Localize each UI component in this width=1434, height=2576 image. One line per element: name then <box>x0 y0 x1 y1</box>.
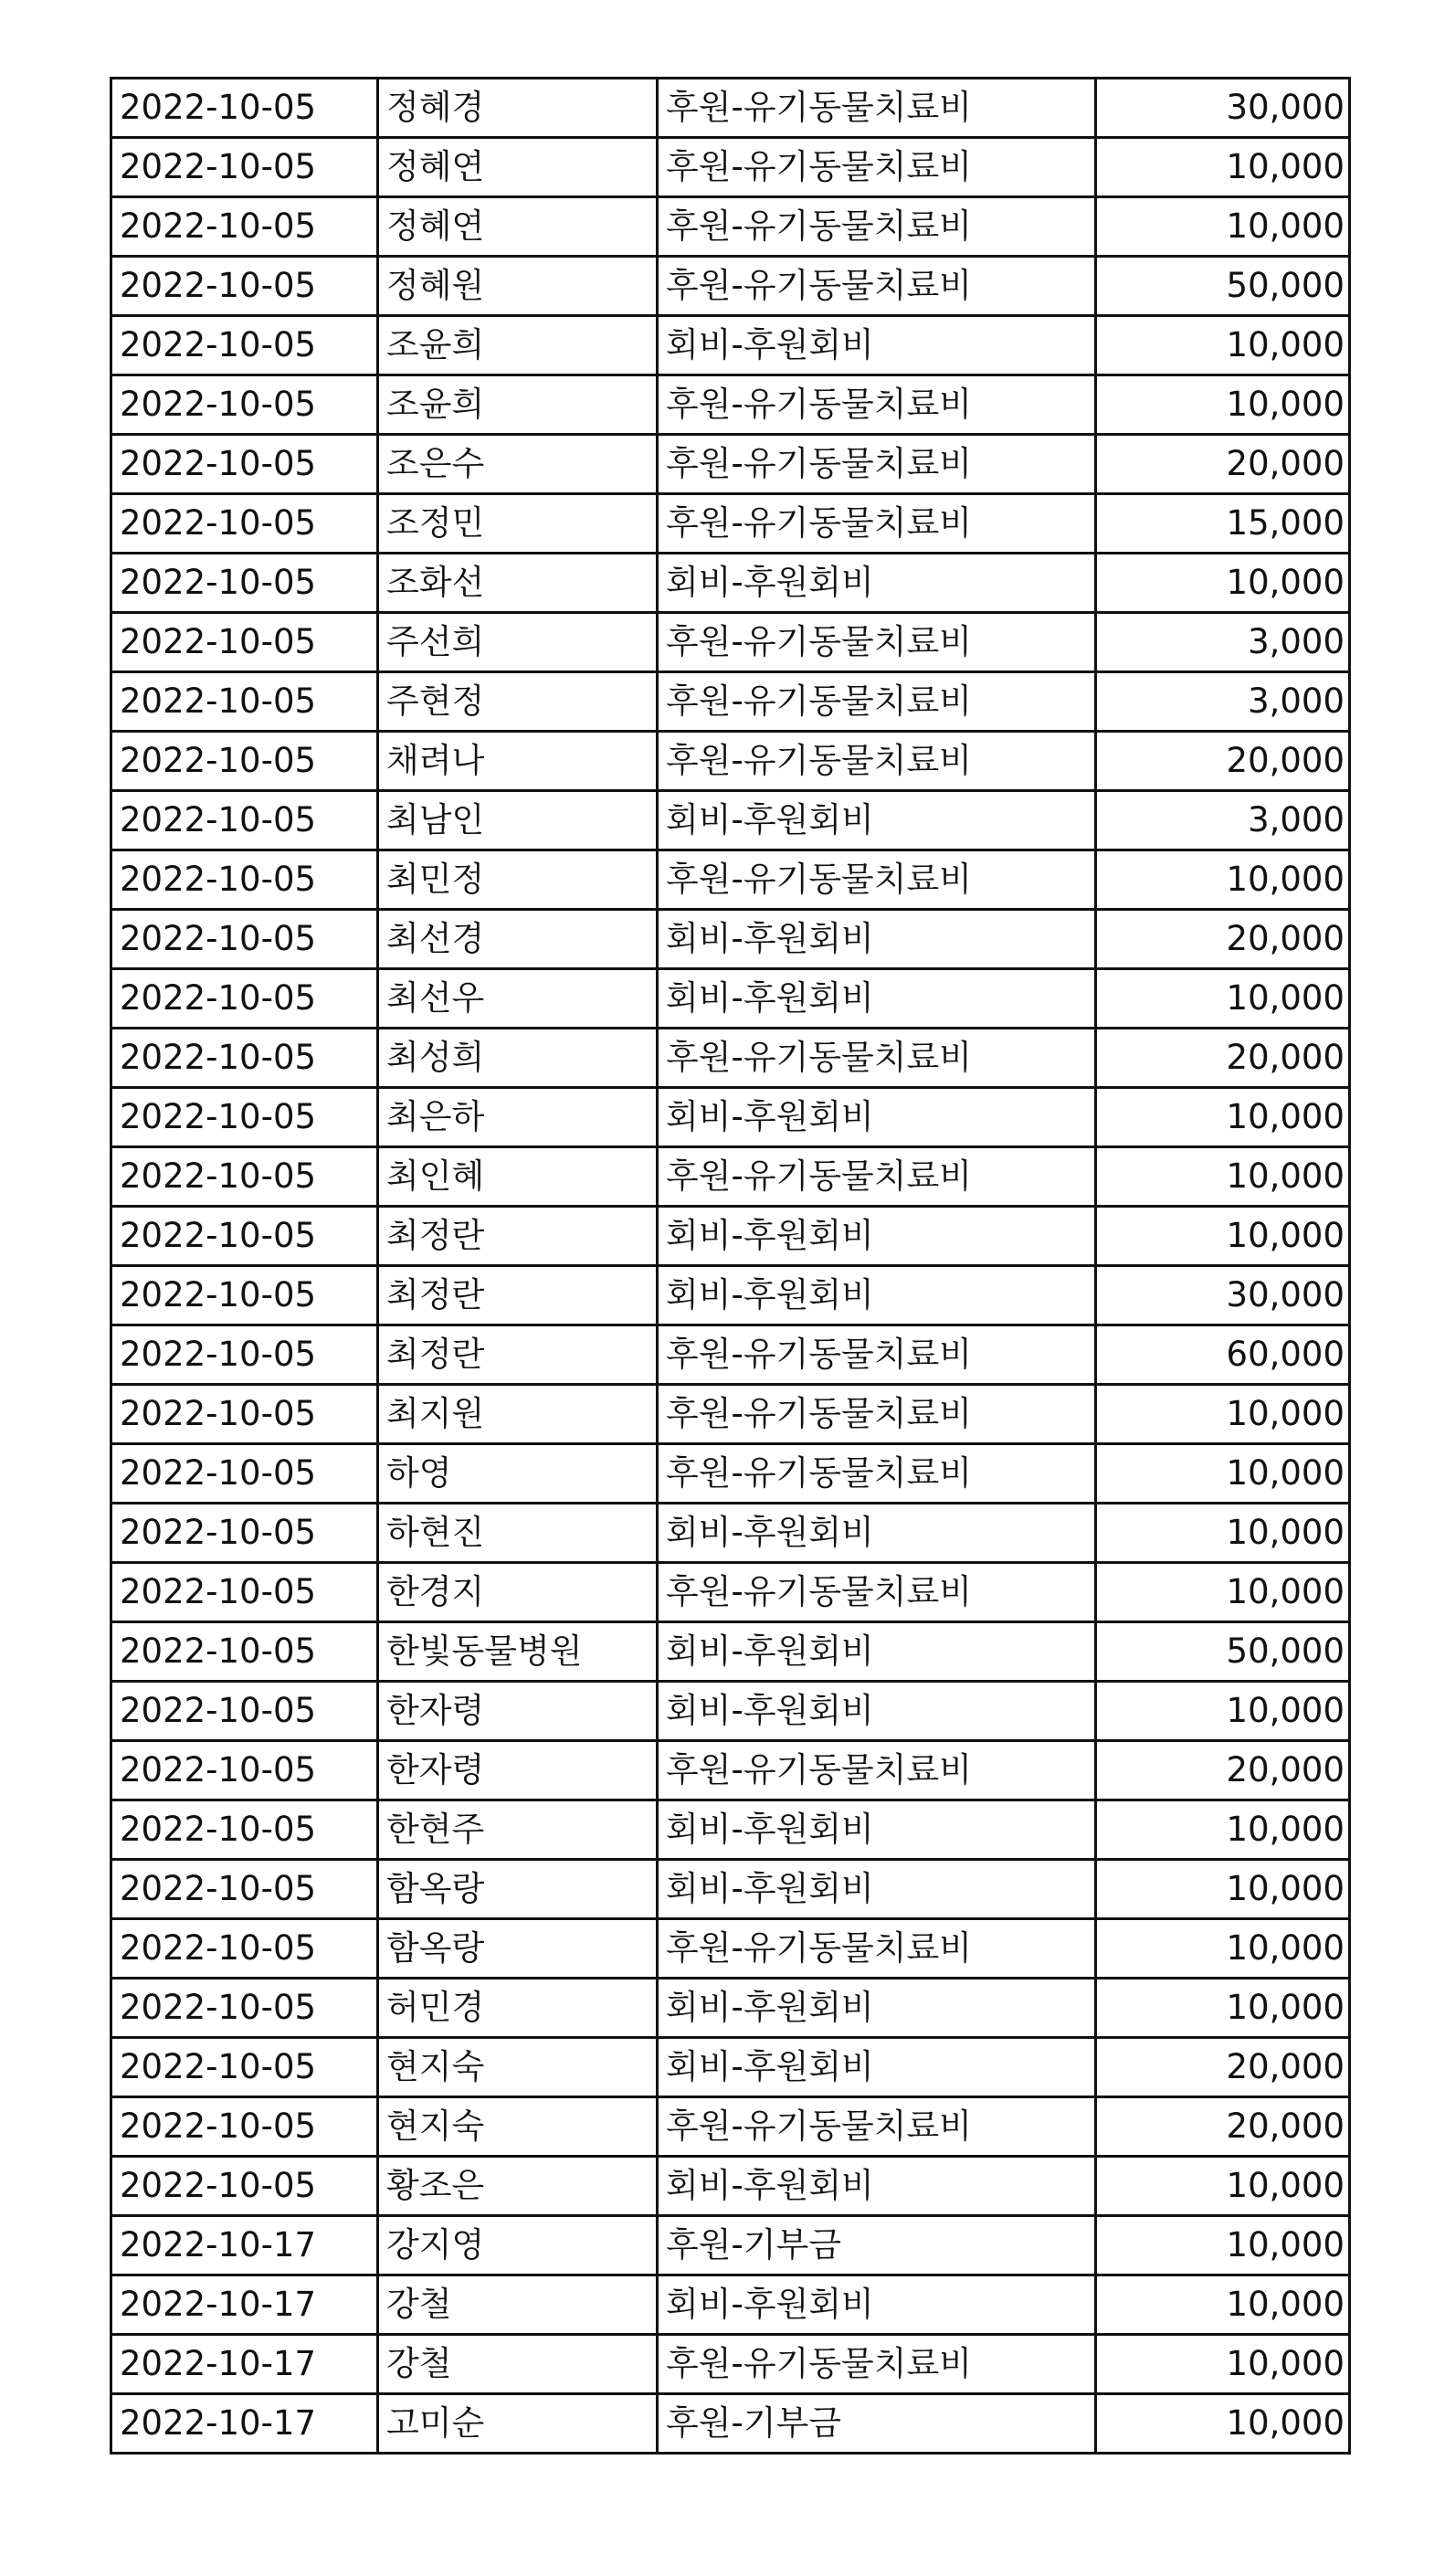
category-cell: 후원-유기동물치료비 <box>658 79 1096 138</box>
amount-cell: 20,000 <box>1096 1741 1350 1800</box>
table-row <box>111 2216 1350 2275</box>
amount-cell: 10,000 <box>1096 1207 1350 1266</box>
date-cell: 2022-10-05 <box>111 850 378 910</box>
date-cell: 2022-10-05 <box>111 257 378 316</box>
category-cell: 후원-유기동물치료비 <box>658 2097 1096 2157</box>
date-cell: 2022-10-05 <box>111 732 378 791</box>
donor-name-cell: 강지영 <box>378 2216 658 2275</box>
table-row <box>111 1266 1350 1325</box>
amount-cell: 3,000 <box>1096 791 1350 850</box>
date-cell: 2022-10-05 <box>111 1563 378 1622</box>
donor-name-cell: 한자령 <box>378 1682 658 1741</box>
amount-cell: 10,000 <box>1096 2394 1350 2454</box>
category-cell: 후원-유기동물치료비 <box>658 1741 1096 1800</box>
date-cell: 2022-10-05 <box>111 138 378 197</box>
category-cell: 회비-후원회비 <box>658 1504 1096 1563</box>
amount-cell: 20,000 <box>1096 435 1350 494</box>
donor-name-cell: 정혜연 <box>378 197 658 257</box>
category-cell: 회비-후원회비 <box>658 1207 1096 1266</box>
category-cell: 후원-유기동물치료비 <box>658 1029 1096 1088</box>
table-row <box>111 672 1350 732</box>
amount-cell: 10,000 <box>1096 1444 1350 1504</box>
date-cell: 2022-10-05 <box>111 554 378 613</box>
amount-cell: 20,000 <box>1096 910 1350 969</box>
table-row <box>111 2394 1350 2454</box>
category-cell: 회비-후원회비 <box>658 1266 1096 1325</box>
amount-cell: 10,000 <box>1096 554 1350 613</box>
date-cell: 2022-10-17 <box>111 2394 378 2454</box>
category-cell: 회비-후원회비 <box>658 2038 1096 2097</box>
table-row <box>111 1504 1350 1563</box>
category-cell: 후원-유기동물치료비 <box>658 197 1096 257</box>
donor-name-cell: 주현정 <box>378 672 658 732</box>
table-row <box>111 435 1350 494</box>
date-cell: 2022-10-05 <box>111 1444 378 1504</box>
donor-name-cell: 한빛동물병원 <box>378 1622 658 1682</box>
category-cell: 회비-후원회비 <box>658 1622 1096 1682</box>
donor-name-cell: 조화선 <box>378 554 658 613</box>
amount-cell: 10,000 <box>1096 1860 1350 1919</box>
category-cell: 회비-후원회비 <box>658 1860 1096 1919</box>
donor-name-cell: 함옥랑 <box>378 1919 658 1979</box>
date-cell: 2022-10-05 <box>111 1266 378 1325</box>
date-cell: 2022-10-05 <box>111 197 378 257</box>
amount-cell: 3,000 <box>1096 672 1350 732</box>
amount-cell: 10,000 <box>1096 2157 1350 2216</box>
date-cell: 2022-10-05 <box>111 1207 378 1266</box>
date-cell: 2022-10-17 <box>111 2335 378 2394</box>
date-cell: 2022-10-05 <box>111 1741 378 1800</box>
date-cell: 2022-10-05 <box>111 375 378 435</box>
donor-name-cell: 하영 <box>378 1444 658 1504</box>
amount-cell: 30,000 <box>1096 79 1350 138</box>
amount-cell: 10,000 <box>1096 969 1350 1029</box>
table-row <box>111 1979 1350 2038</box>
donor-name-cell: 최정란 <box>378 1325 658 1385</box>
ledger-body <box>111 79 1350 2454</box>
donor-name-cell: 최남인 <box>378 791 658 850</box>
table-row <box>111 1860 1350 1919</box>
table-row <box>111 1325 1350 1385</box>
donor-name-cell: 정혜원 <box>378 257 658 316</box>
date-cell: 2022-10-05 <box>111 910 378 969</box>
table-row <box>111 2275 1350 2335</box>
date-cell: 2022-10-05 <box>111 2157 378 2216</box>
category-cell: 후원-유기동물치료비 <box>658 1385 1096 1444</box>
table-row <box>111 2157 1350 2216</box>
category-cell: 회비-후원회비 <box>658 1800 1096 1860</box>
category-cell: 회비-후원회비 <box>658 2157 1096 2216</box>
table-row <box>111 1800 1350 1860</box>
date-cell: 2022-10-05 <box>111 1385 378 1444</box>
donor-name-cell: 조윤희 <box>378 375 658 435</box>
date-cell: 2022-10-05 <box>111 494 378 554</box>
category-cell: 회비-후원회비 <box>658 1979 1096 2038</box>
category-cell: 후원-유기동물치료비 <box>658 850 1096 910</box>
table-row <box>111 1029 1350 1088</box>
category-cell: 후원-유기동물치료비 <box>658 1919 1096 1979</box>
donation-ledger-table <box>110 77 1351 2455</box>
category-cell: 후원-유기동물치료비 <box>658 1325 1096 1385</box>
amount-cell: 20,000 <box>1096 1029 1350 1088</box>
table-row <box>111 1563 1350 1622</box>
table-row <box>111 494 1350 554</box>
table-row <box>111 1147 1350 1207</box>
date-cell: 2022-10-05 <box>111 1860 378 1919</box>
amount-cell: 10,000 <box>1096 1504 1350 1563</box>
date-cell: 2022-10-05 <box>111 1504 378 1563</box>
donor-name-cell: 하현진 <box>378 1504 658 1563</box>
category-cell: 후원-유기동물치료비 <box>658 2335 1096 2394</box>
table-row <box>111 197 1350 257</box>
donor-name-cell: 현지숙 <box>378 2097 658 2157</box>
table-row <box>111 1682 1350 1741</box>
table-row <box>111 1207 1350 1266</box>
date-cell: 2022-10-05 <box>111 672 378 732</box>
category-cell: 회비-후원회비 <box>658 1682 1096 1741</box>
table-row <box>111 850 1350 910</box>
donor-name-cell: 강철 <box>378 2335 658 2394</box>
date-cell: 2022-10-05 <box>111 1919 378 1979</box>
category-cell: 후원-유기동물치료비 <box>658 138 1096 197</box>
table-row <box>111 375 1350 435</box>
amount-cell: 10,000 <box>1096 375 1350 435</box>
date-cell: 2022-10-17 <box>111 2275 378 2335</box>
amount-cell: 10,000 <box>1096 1563 1350 1622</box>
category-cell: 회비-후원회비 <box>658 2275 1096 2335</box>
amount-cell: 50,000 <box>1096 1622 1350 1682</box>
date-cell: 2022-10-17 <box>111 2216 378 2275</box>
donor-name-cell: 최선우 <box>378 969 658 1029</box>
donor-name-cell: 강철 <box>378 2275 658 2335</box>
table-row <box>111 2038 1350 2097</box>
donor-name-cell: 최성희 <box>378 1029 658 1088</box>
table-row <box>111 257 1350 316</box>
category-cell: 후원-기부금 <box>658 2394 1096 2454</box>
date-cell: 2022-10-05 <box>111 1979 378 2038</box>
donor-name-cell: 한자령 <box>378 1741 658 1800</box>
donor-name-cell: 황조은 <box>378 2157 658 2216</box>
donor-name-cell: 조정민 <box>378 494 658 554</box>
date-cell: 2022-10-05 <box>111 1800 378 1860</box>
date-cell: 2022-10-05 <box>111 316 378 375</box>
table-row <box>111 316 1350 375</box>
donor-name-cell: 최선경 <box>378 910 658 969</box>
category-cell: 회비-후원회비 <box>658 316 1096 375</box>
amount-cell: 10,000 <box>1096 197 1350 257</box>
table-row <box>111 79 1350 138</box>
amount-cell: 10,000 <box>1096 1800 1350 1860</box>
table-row <box>111 969 1350 1029</box>
amount-cell: 20,000 <box>1096 2038 1350 2097</box>
category-cell: 후원-유기동물치료비 <box>658 494 1096 554</box>
donor-name-cell: 주선희 <box>378 613 658 672</box>
category-cell: 회비-후원회비 <box>658 554 1096 613</box>
donor-name-cell: 채려나 <box>378 732 658 791</box>
table-row <box>111 613 1350 672</box>
date-cell: 2022-10-05 <box>111 791 378 850</box>
donor-name-cell: 최인혜 <box>378 1147 658 1207</box>
date-cell: 2022-10-05 <box>111 1682 378 1741</box>
category-cell: 회비-후원회비 <box>658 791 1096 850</box>
category-cell: 후원-유기동물치료비 <box>658 672 1096 732</box>
amount-cell: 10,000 <box>1096 2216 1350 2275</box>
donor-name-cell: 함옥랑 <box>378 1860 658 1919</box>
amount-cell: 10,000 <box>1096 1979 1350 2038</box>
category-cell: 후원-유기동물치료비 <box>658 1563 1096 1622</box>
date-cell: 2022-10-05 <box>111 79 378 138</box>
donor-name-cell: 조윤희 <box>378 316 658 375</box>
amount-cell: 10,000 <box>1096 1919 1350 1979</box>
date-cell: 2022-10-05 <box>111 2038 378 2097</box>
donor-name-cell: 최정란 <box>378 1207 658 1266</box>
amount-cell: 10,000 <box>1096 1385 1350 1444</box>
donor-name-cell: 최은하 <box>378 1088 658 1147</box>
table-row <box>111 2097 1350 2157</box>
amount-cell: 20,000 <box>1096 2097 1350 2157</box>
amount-cell: 15,000 <box>1096 494 1350 554</box>
donor-name-cell: 정혜연 <box>378 138 658 197</box>
amount-cell: 50,000 <box>1096 257 1350 316</box>
category-cell: 회비-후원회비 <box>658 1088 1096 1147</box>
table-row <box>111 1385 1350 1444</box>
table-row <box>111 1741 1350 1800</box>
table-row <box>111 732 1350 791</box>
category-cell: 후원-유기동물치료비 <box>658 435 1096 494</box>
table-row <box>111 554 1350 613</box>
table-row <box>111 1088 1350 1147</box>
amount-cell: 10,000 <box>1096 1682 1350 1741</box>
amount-cell: 10,000 <box>1096 316 1350 375</box>
table-row <box>111 138 1350 197</box>
amount-cell: 10,000 <box>1096 1088 1350 1147</box>
amount-cell: 10,000 <box>1096 1147 1350 1207</box>
date-cell: 2022-10-05 <box>111 2097 378 2157</box>
amount-cell: 3,000 <box>1096 613 1350 672</box>
donor-name-cell: 정혜경 <box>378 79 658 138</box>
date-cell: 2022-10-05 <box>111 1325 378 1385</box>
table-row <box>111 2335 1350 2394</box>
amount-cell: 10,000 <box>1096 2335 1350 2394</box>
amount-cell: 20,000 <box>1096 732 1350 791</box>
amount-cell: 10,000 <box>1096 2275 1350 2335</box>
date-cell: 2022-10-05 <box>111 1147 378 1207</box>
donor-name-cell: 현지숙 <box>378 2038 658 2097</box>
category-cell: 회비-후원회비 <box>658 969 1096 1029</box>
category-cell: 후원-유기동물치료비 <box>658 1147 1096 1207</box>
date-cell: 2022-10-05 <box>111 1622 378 1682</box>
donor-name-cell: 한경지 <box>378 1563 658 1622</box>
amount-cell: 60,000 <box>1096 1325 1350 1385</box>
amount-cell: 30,000 <box>1096 1266 1350 1325</box>
date-cell: 2022-10-05 <box>111 435 378 494</box>
donor-name-cell: 최정란 <box>378 1266 658 1325</box>
table-row <box>111 1444 1350 1504</box>
date-cell: 2022-10-05 <box>111 1029 378 1088</box>
amount-cell: 10,000 <box>1096 138 1350 197</box>
category-cell: 후원-유기동물치료비 <box>658 257 1096 316</box>
table-row <box>111 791 1350 850</box>
donor-name-cell: 고미순 <box>378 2394 658 2454</box>
donor-name-cell: 한현주 <box>378 1800 658 1860</box>
amount-cell: 10,000 <box>1096 850 1350 910</box>
category-cell: 후원-유기동물치료비 <box>658 732 1096 791</box>
table-row <box>111 1919 1350 1979</box>
table-row <box>111 1622 1350 1682</box>
category-cell: 회비-후원회비 <box>658 910 1096 969</box>
category-cell: 후원-유기동물치료비 <box>658 1444 1096 1504</box>
donor-name-cell: 최지원 <box>378 1385 658 1444</box>
donor-name-cell: 최민정 <box>378 850 658 910</box>
category-cell: 후원-유기동물치료비 <box>658 375 1096 435</box>
table-row <box>111 910 1350 969</box>
category-cell: 후원-유기동물치료비 <box>658 613 1096 672</box>
date-cell: 2022-10-05 <box>111 1088 378 1147</box>
date-cell: 2022-10-05 <box>111 969 378 1029</box>
category-cell: 후원-기부금 <box>658 2216 1096 2275</box>
donor-name-cell: 조은수 <box>378 435 658 494</box>
date-cell: 2022-10-05 <box>111 613 378 672</box>
donor-name-cell: 허민경 <box>378 1979 658 2038</box>
